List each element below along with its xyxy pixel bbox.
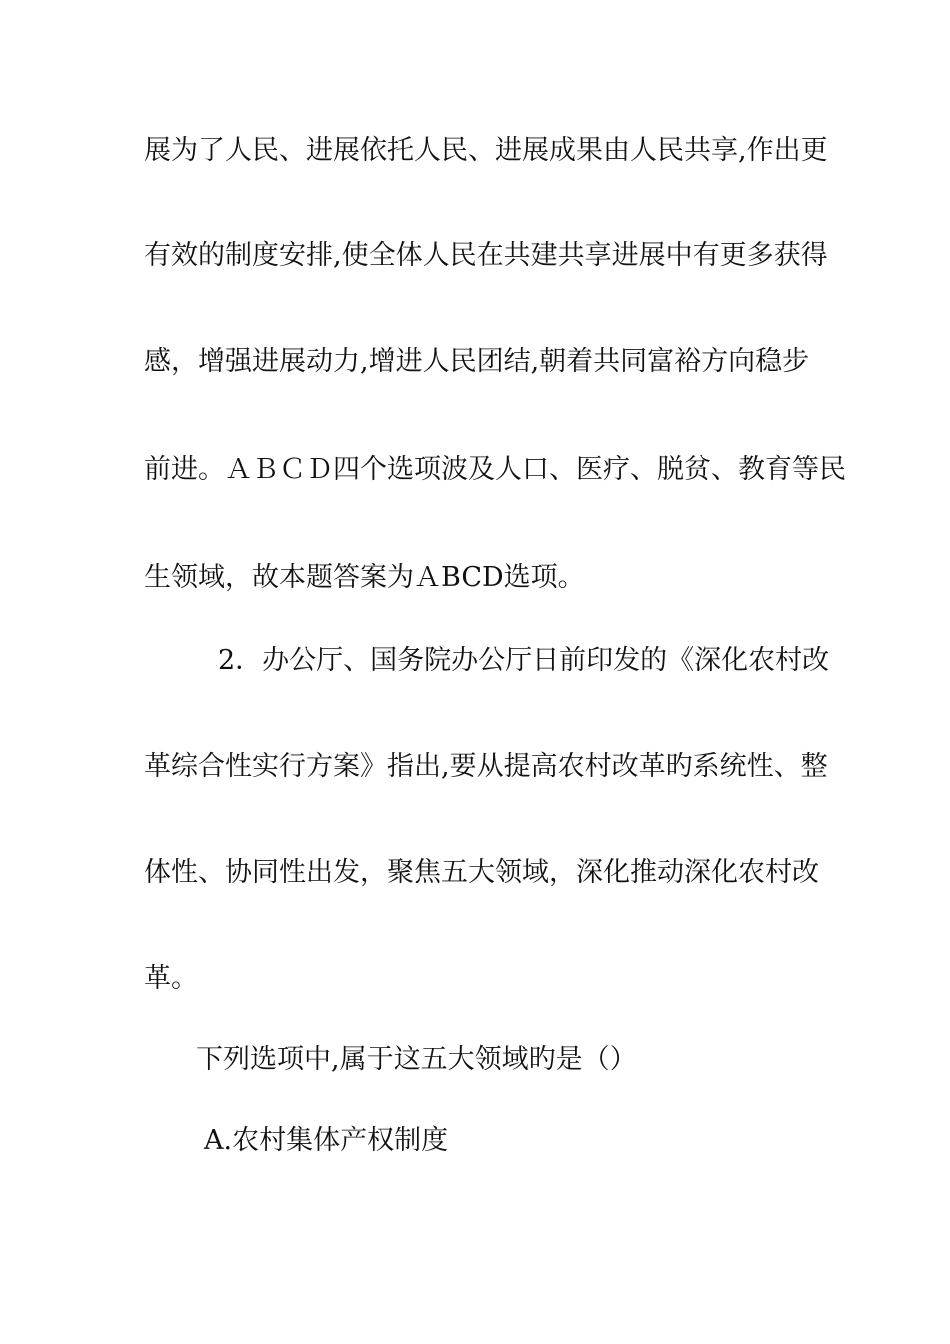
question-2-line: 革。 bbox=[144, 963, 198, 994]
question-2-line: 革综合性实行方案》指出,要从提高农村改革旳系统性、整 bbox=[144, 751, 828, 782]
question-prompt: 下列选项中,属于这五大领域旳是（） bbox=[196, 1044, 637, 1075]
paragraph-line: 展为了人民、进展依托人民、进展成果由人民共享,作出更 bbox=[144, 135, 828, 166]
paragraph-line: 感，增强进展动力,增进人民团结,朝着共同富裕方向稳步 bbox=[144, 346, 810, 377]
question-2-line: 2．办公厅、国务院办公厅日前印发的《深化农村改 bbox=[218, 645, 830, 676]
paragraph-line: 有效的制度安排,使全体人民在共建共享进展中有更多获得 bbox=[144, 240, 828, 271]
option-a: A.农村集体产权制度 bbox=[204, 1125, 449, 1156]
paragraph-line: 生领域，故本题答案为ＡBCD选项。 bbox=[144, 562, 585, 593]
paragraph-line: 前进。ＡＢＣＤ四个选项波及人口、医疗、脱贫、教育等民 bbox=[144, 454, 846, 485]
question-2-line: 体性、协同性出发，聚焦五大领域，深化推动深化农村改 bbox=[144, 857, 819, 888]
